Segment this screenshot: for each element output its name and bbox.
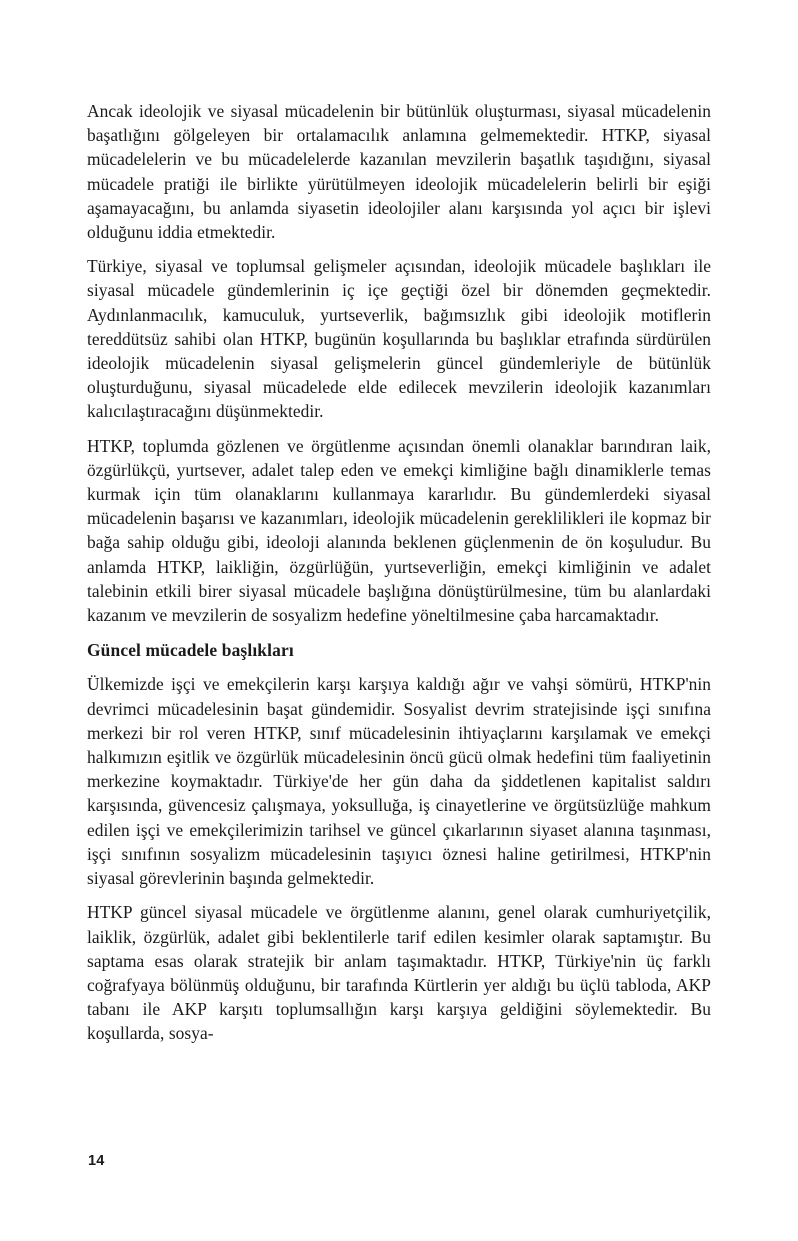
page-number: 14 [88,1153,105,1169]
body-paragraph: Ancak ideolojik ve siyasal mücadelenin bir bütünlük oluşturması, siyasal mücadelenin başatlığını gölgeleyen bir ortalamacılık anlamına gelmemektedir. HTKP, siyasal mücadelelerin ve bu mücadelelerde kazanılan mevzilerin başatlık taşıdığını, siyasal mücadele pratiği ile birlikte yürütülmeyen ideolojik mücadelelerin belirli bir eşiği aşamayacağını, bu anlamda siyasetin ideolojiler alanı karşısında yol açıcı bir işlevi olduğunu iddia etmektedir. [87,101,711,243]
section-heading: Güncel mücadele başlıkları [87,640,294,661]
page-text-column [87,99,711,1046]
body-paragraph: Türkiye, siyasal ve toplumsal gelişmeler açısından, ideolojik mücadele başlıkları ile siyasal mücadele gündemlerinin iç içe geçtiği özel bir dönemden geçmektedir. Aydınlanmacılık, kamuculuk, yurtseverlik, bağımsızlık gibi ideolojik motiflerin tereddütsüz sahibi olan HTKP, bugünün koşullarında bu başlıklar etrafında sürdürülen ideolojik mücadelenin siyasal gelişmelerin güncel gündemleriyle de bütünlük oluşturduğunu, siyasal mücadelede elde edilecek mevzilerin ideolojik kazanımları kalıcılaştıracağını düşünmektedir. [87,256,711,422]
body-paragraph: HTKP, toplumda gözlenen ve örgütlenme açısından önemli olanaklar barındıran laik, özgürlükçü, yurtsever, adalet talep eden ve emekçi kimliğine bağlı dinamiklerle temas kurmak için tüm olanaklarını kullanmaya kararlıdır. Bu gündemlerdeki siyasal mücadelenin başarısı ve kazanımları, ideolojik mücadelenin gereklilikleri ile kopmaz bir bağa sahip olduğu gibi, ideoloji alanında beklenen güçlenmenin de ön koşuludur. Bu anlamda HTKP, laikliğin, özgürlüğün, yurtseverliğin, emekçi kimliğinin ve adalet talebinin etkili birer siyasal mücadele başlığına dönüştürülmesine, tüm bu alanlardaki kazanım ve mevzilerin de sosyalizm hedefine yöneltilmesine çaba harcamaktadır. [87,435,711,626]
body-paragraph: HTKP güncel siyasal mücadele ve örgütlenme alanını, genel olarak cumhuriyetçilik, laiklik, özgürlük, adalet gibi beklentilerle tarif edilen kesimler olarak saptamıştır. Bu saptama esas olarak stratejik bir anlam taşımaktadır. HTKP, Türkiye'nin üç farklı coğrafyaya bölünmüş olduğunu, bir tarafında Kürtlerin yer aldığı bu üçlü tabloda, AKP tabanı ile AKP karşıtı toplumsallığın karşı karşıya geldiğini söylemektedir. Bu koşullarda, sosya- [87,902,711,1044]
body-paragraph: Ülkemizde işçi ve emekçilerin karşı karşıya kaldığı ağır ve vahşi sömürü, HTKP'nin devrimci mücadelesinin başat gündemidir. Sosyalist devrim stratejisinde işçi sınıfına merkezi bir rol veren HTKP, sınıf mücadelesinin ihtiyaçlarını karşılamak ve emekçi halkımızın eşitlik ve özgürlük mücadelesinin öncü gücü olmak hedefini tüm faaliyetinin merkezine koymaktadır. Türkiye'de her gün daha da şiddetlenen kapitalist saldırı karşısında, güvencesiz çalışmaya, yoksulluğa, iş cinayetlerine ve örgütsüzlüğe mahkum edilen işçi ve emekçilerimizin tarihsel ve güncel çıkarlarının siyaset alanına taşınması, işçi sınıfının sosyalizm mücadelesinin taşıyıcı öznesi haline getirilmesi, HTKP'nin siyasal görevlerinin başında gelmektedir. [87,674,711,889]
